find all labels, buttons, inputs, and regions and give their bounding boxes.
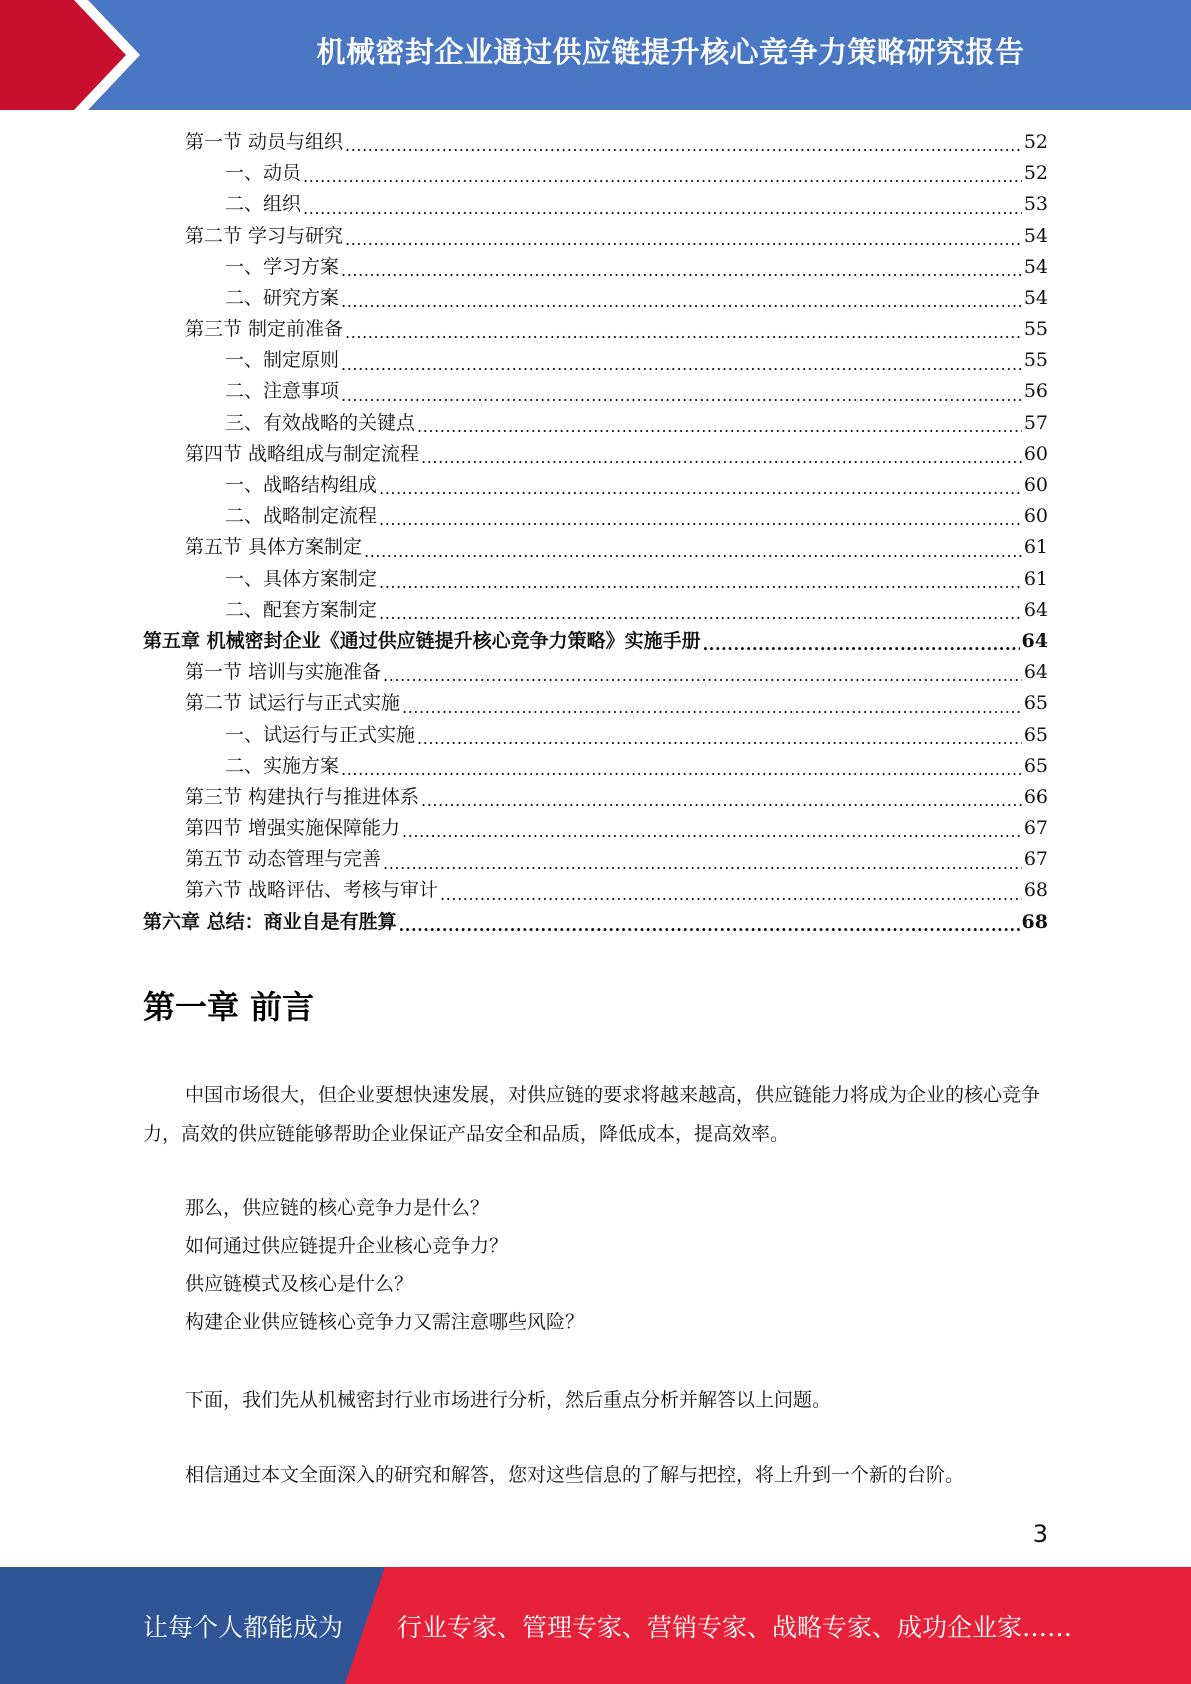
toc-dot-leader xyxy=(421,439,1022,470)
toc-entry[interactable] xyxy=(143,501,1048,532)
toc-dot-leader xyxy=(402,813,1022,844)
toc-entry-label: 第三节 构建执行与推进体系 xyxy=(185,785,420,808)
toc-entry[interactable] xyxy=(143,377,1048,408)
toc-entry-label: 第五节 具体方案制定 xyxy=(185,536,363,559)
question-line: 构建企业供应链核心竞争力又需注意哪些风险？ xyxy=(185,1311,585,1333)
toc-entry-page: 57 xyxy=(1023,411,1048,434)
toc-dot-leader xyxy=(379,470,1022,501)
toc-entry-label: 第五章 机械密封企业《通过供应链提升核心竞争力策略》实施手册 xyxy=(143,629,701,652)
toc-entry[interactable] xyxy=(143,813,1048,844)
toc-entry-page: 60 xyxy=(1023,505,1048,528)
toc-entry-label: 第一节 培训与实施准备 xyxy=(185,661,382,684)
toc-entry-page: 64 xyxy=(1021,629,1048,652)
toc-dot-leader xyxy=(303,189,1022,220)
toc-dot-leader xyxy=(402,688,1022,719)
toc-entry[interactable] xyxy=(143,252,1048,283)
toc-entry-label: 三、有效战略的关键点 xyxy=(225,411,416,434)
toc-dot-leader xyxy=(417,408,1022,439)
toc-entry-page: 55 xyxy=(1023,349,1048,372)
toc-entry[interactable] xyxy=(143,907,1048,938)
toc-dot-leader xyxy=(341,283,1022,314)
toc-entry-page: 52 xyxy=(1023,130,1048,153)
toc-dot-leader xyxy=(379,564,1022,595)
toc-entry-page: 65 xyxy=(1023,692,1048,715)
footer-slogan-right: 行业专家、管理专家、营销专家、战略专家、成功企业家…… xyxy=(397,1612,1073,1642)
toc-dot-leader xyxy=(383,844,1022,875)
toc-entry[interactable] xyxy=(143,439,1048,470)
toc-dot-leader xyxy=(341,751,1022,782)
toc-entry-page: 65 xyxy=(1023,754,1048,777)
toc-dot-leader xyxy=(440,876,1022,907)
page-number: 3 xyxy=(1032,1520,1048,1548)
toc-entry-label: 第四节 战略组成与制定流程 xyxy=(185,442,420,465)
toc-dot-leader xyxy=(417,720,1022,751)
toc-dot-leader xyxy=(345,221,1022,252)
toc-entry-label: 一、试运行与正式实施 xyxy=(225,723,416,746)
toc-dot-leader xyxy=(341,377,1022,408)
toc-entry[interactable] xyxy=(143,657,1048,688)
intro-paragraph: 中国市场很大，但企业要想快速发展，对供应链的要求将越来越高，供应链能力将成为企业的核心竞争力，高效的供应链能够帮助企业保证产品安全和品质，降低成本，提高效率。 xyxy=(143,1084,1041,1145)
toc-entry-label: 二、战略制定流程 xyxy=(225,505,378,528)
toc-dot-leader xyxy=(345,127,1022,158)
toc-entry[interactable] xyxy=(143,158,1048,189)
toc-dot-leader xyxy=(345,314,1022,345)
toc-dot-leader xyxy=(303,158,1022,189)
toc-entry-label: 第二节 试运行与正式实施 xyxy=(185,692,401,715)
toc-entry[interactable] xyxy=(143,564,1048,595)
toc-dot-leader xyxy=(383,657,1022,688)
toc-entry[interactable] xyxy=(143,314,1048,345)
toc-entry-label: 一、战略结构组成 xyxy=(225,474,378,497)
analysis-paragraph: 下面，我们先从机械密封行业市场进行分析，然后重点分析并解答以上问题。 xyxy=(185,1389,832,1411)
toc-entry[interactable] xyxy=(143,688,1048,719)
toc-dot-leader xyxy=(379,501,1022,532)
toc-entry-page: 54 xyxy=(1023,286,1048,309)
toc-entry-page: 56 xyxy=(1023,380,1048,403)
toc-entry-label: 第三节 制定前准备 xyxy=(185,318,344,341)
toc-entry[interactable] xyxy=(143,751,1048,782)
toc-entry-page: 68 xyxy=(1023,879,1048,902)
toc-entry-page: 67 xyxy=(1023,848,1048,871)
toc-entry[interactable] xyxy=(143,720,1048,751)
toc-dot-leader xyxy=(703,626,1020,657)
toc-entry-label: 第二节 学习与研究 xyxy=(185,224,344,247)
toc-entry-label: 一、动员 xyxy=(225,162,302,185)
toc-entry-page: 65 xyxy=(1023,723,1048,746)
toc-entry-label: 第五节 动态管理与完善 xyxy=(185,848,382,871)
toc-dot-leader xyxy=(341,252,1022,283)
toc-entry-page: 54 xyxy=(1023,224,1048,247)
table-of-contents xyxy=(143,127,1048,938)
toc-entry[interactable] xyxy=(143,408,1048,439)
toc-entry-page: 60 xyxy=(1023,442,1048,465)
toc-entry-page: 54 xyxy=(1023,255,1048,278)
toc-entry[interactable] xyxy=(143,189,1048,220)
toc-entry-page: 53 xyxy=(1023,193,1048,216)
toc-entry[interactable] xyxy=(143,127,1048,158)
toc-dot-leader xyxy=(421,782,1022,813)
toc-entry-label: 二、组织 xyxy=(225,193,302,216)
report-title: 机械密封企业通过供应链提升核心竞争力策略研究报告 xyxy=(316,34,1025,69)
toc-entry-page: 61 xyxy=(1023,567,1048,590)
toc-entry-page: 64 xyxy=(1023,598,1048,621)
toc-entry[interactable] xyxy=(143,876,1048,907)
toc-dot-leader xyxy=(399,907,1020,938)
toc-entry-label: 第六节 战略评估、考核与审计 xyxy=(185,879,439,902)
toc-entry-page: 64 xyxy=(1023,661,1048,684)
toc-entry[interactable] xyxy=(143,595,1048,626)
toc-entry-label: 第四节 增强实施保障能力 xyxy=(185,817,401,840)
toc-entry-page: 60 xyxy=(1023,474,1048,497)
toc-dot-leader xyxy=(379,595,1022,626)
footer-slogan-left: 让每个人都能成为 xyxy=(143,1612,344,1642)
toc-entry-page: 66 xyxy=(1023,785,1048,808)
toc-entry-label: 二、配套方案制定 xyxy=(225,598,378,621)
toc-entry-page: 52 xyxy=(1023,162,1048,185)
toc-entry-page: 55 xyxy=(1023,318,1048,341)
page-footer xyxy=(0,1567,1191,1684)
chapter-heading: 第一章 前言 xyxy=(143,988,315,1026)
question-line: 那么，供应链的核心竞争力是什么？ xyxy=(185,1197,490,1219)
toc-entry-label: 二、研究方案 xyxy=(225,286,340,309)
toc-entry-label: 二、实施方案 xyxy=(225,754,340,777)
question-line: 如何通过供应链提升企业核心竞争力？ xyxy=(185,1235,509,1257)
toc-entry[interactable] xyxy=(143,782,1048,813)
toc-entry-label: 二、注意事项 xyxy=(225,380,340,403)
toc-entry[interactable] xyxy=(143,532,1048,563)
toc-entry[interactable] xyxy=(143,470,1048,501)
toc-entry-label: 一、学习方案 xyxy=(225,255,340,278)
toc-entry[interactable] xyxy=(143,844,1048,875)
toc-entry[interactable] xyxy=(143,283,1048,314)
toc-entry-label: 第六章 总结：商业自是有胜算 xyxy=(143,910,397,933)
toc-dot-leader xyxy=(364,532,1022,563)
toc-entry[interactable] xyxy=(143,626,1048,657)
toc-entry-label: 第一节 动员与组织 xyxy=(185,130,344,153)
question-line: 供应链模式及核心是什么？ xyxy=(185,1273,414,1295)
toc-entry[interactable] xyxy=(143,221,1048,252)
toc-entry-page: 61 xyxy=(1023,536,1048,559)
closing-paragraph: 相信通过本文全面深入的研究和解答，您对这些信息的了解与把控，将上升到一个新的台阶。 xyxy=(185,1464,965,1486)
toc-entry-label: 一、具体方案制定 xyxy=(225,567,378,590)
toc-entry[interactable] xyxy=(143,345,1048,376)
toc-entry-page: 68 xyxy=(1021,910,1048,933)
toc-entry-label: 一、制定原则 xyxy=(225,349,340,372)
toc-dot-leader xyxy=(341,345,1022,376)
header-arrow-decoration xyxy=(0,0,150,110)
toc-entry-page: 67 xyxy=(1023,817,1048,840)
page-header xyxy=(0,0,1191,110)
